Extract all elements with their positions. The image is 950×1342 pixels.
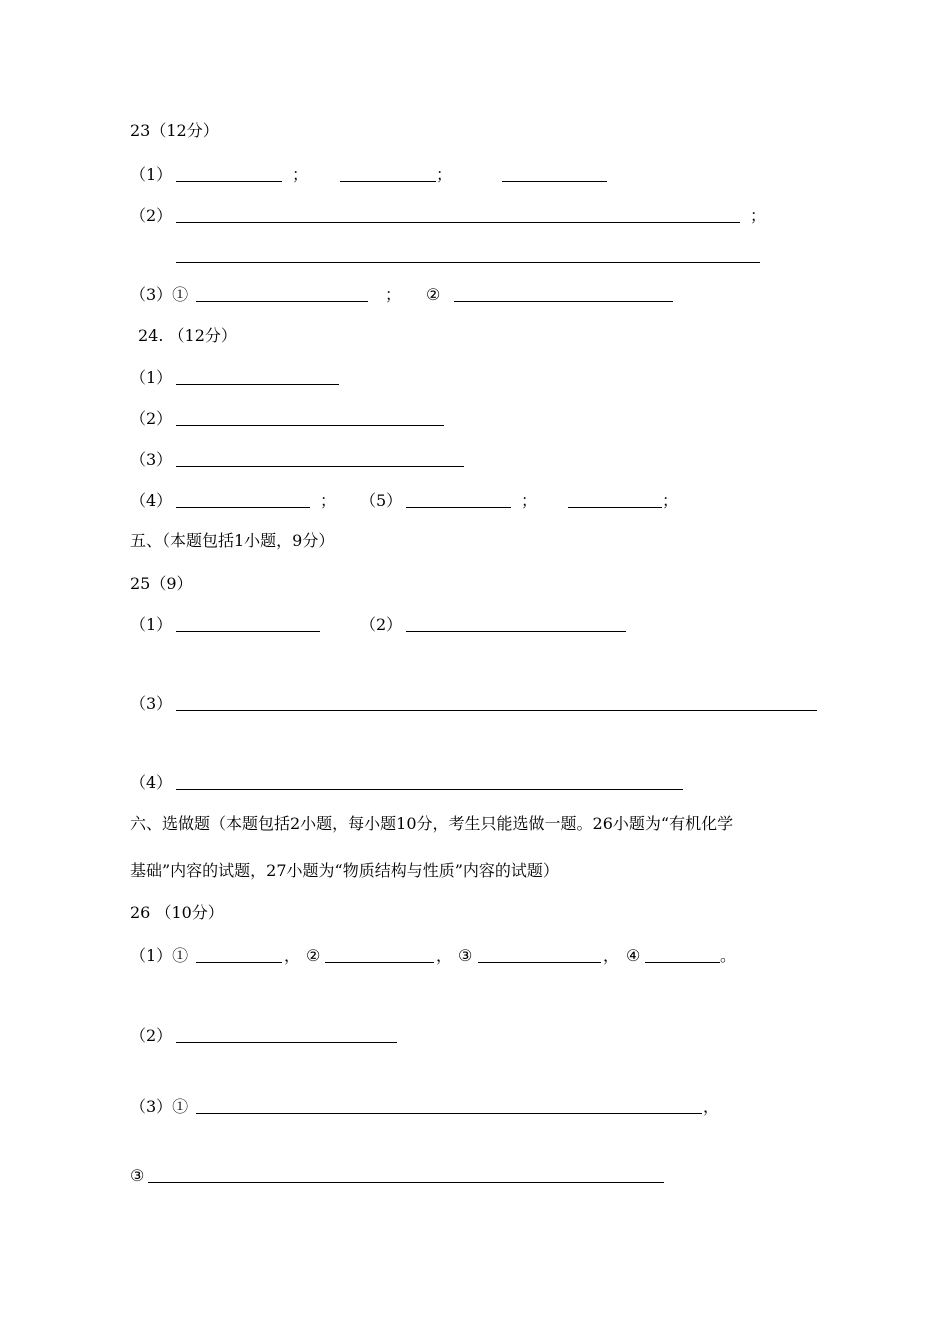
- q26-part3-circle3: ③: [130, 1166, 145, 1185]
- separator: ；: [292, 165, 309, 184]
- q23-part1-blank2[interactable]: [340, 181, 436, 182]
- separator: ，: [436, 946, 453, 965]
- q25-part1-blank[interactable]: [176, 631, 320, 632]
- q23-part3-circle2: ②: [426, 285, 441, 304]
- q26-part1-blank2[interactable]: [325, 962, 434, 963]
- q26-part1-blank3[interactable]: [478, 962, 601, 963]
- section6-title-line2: 基础”内容的试题，27小题为“物质结构与性质”内容的试题）: [130, 861, 559, 880]
- q26-part1-label: （1）①: [130, 946, 189, 965]
- q26-part1-circle4: ④: [626, 946, 641, 965]
- q26-part1-circle3: ③: [458, 946, 473, 965]
- separator: ；: [320, 491, 337, 510]
- q23-part1-label: （1）: [130, 165, 173, 184]
- q23-part3-blank2[interactable]: [454, 301, 673, 302]
- q23-part1-blank1[interactable]: [176, 181, 282, 182]
- q25-part4-label: （4）: [130, 773, 173, 792]
- separator: ，: [603, 946, 620, 965]
- q24-part5-blank1[interactable]: [406, 507, 511, 508]
- q26-header: 26 （10分）: [130, 903, 224, 922]
- q24-header: 24. （12分）: [138, 326, 237, 345]
- separator: ；: [521, 491, 538, 510]
- section5-title: 五、（本题包括1小题，9分）: [130, 531, 335, 550]
- separator: ，: [284, 946, 301, 965]
- q24-part3-label: （3）: [130, 450, 173, 469]
- q23-part2-blank1[interactable]: [176, 222, 740, 223]
- q26-part2-blank[interactable]: [176, 1042, 397, 1043]
- q24-part5-label: （5）: [360, 491, 403, 510]
- q26-part2-label: （2）: [130, 1026, 173, 1045]
- q25-part3-blank[interactable]: [176, 710, 817, 711]
- q23-part2-label: （2）: [130, 206, 173, 225]
- q25-part2-label: （2）: [360, 615, 403, 634]
- q24-part3-blank[interactable]: [176, 466, 464, 467]
- q23-part3-blank1[interactable]: [196, 301, 368, 302]
- q24-part5-blank2[interactable]: [568, 507, 662, 508]
- separator: ；: [436, 165, 453, 184]
- q26-part3-blank3[interactable]: [148, 1182, 664, 1183]
- q23-header: 23（12分）: [130, 121, 219, 140]
- q24-part1-blank[interactable]: [176, 384, 339, 385]
- q24-part4-blank[interactable]: [176, 507, 310, 508]
- q24-part1-label: （1）: [130, 368, 173, 387]
- q24-part4-label: （4）: [130, 491, 173, 510]
- q23-part2-blank2[interactable]: [176, 262, 760, 263]
- q24-part2-label: （2）: [130, 409, 173, 428]
- section6-title-line1: 六、选做题（本题包括2小题，每小题10分，考生只能选做一题。26小题为“有机化学: [130, 814, 734, 833]
- q26-part1-blank1[interactable]: [196, 962, 282, 963]
- period: 。: [720, 946, 737, 965]
- q26-part1-blank4[interactable]: [645, 962, 720, 963]
- q26-part3-label: （3）①: [130, 1097, 189, 1116]
- q23-part3-label: （3）①: [130, 285, 189, 304]
- separator: ；: [750, 206, 767, 225]
- q24-part2-blank[interactable]: [176, 425, 444, 426]
- q25-part1-label: （1）: [130, 615, 173, 634]
- q25-header: 25（9）: [130, 574, 193, 593]
- q25-part3-label: （3）: [130, 694, 173, 713]
- q23-part1-blank3[interactable]: [502, 181, 607, 182]
- separator: ；: [662, 491, 679, 510]
- q25-part4-blank[interactable]: [176, 789, 683, 790]
- q26-part3-blank1[interactable]: [196, 1113, 702, 1114]
- comma: ，: [703, 1097, 720, 1116]
- q25-part2-blank[interactable]: [406, 631, 626, 632]
- q26-part1-circle2: ②: [306, 946, 321, 965]
- separator: ；: [385, 285, 402, 304]
